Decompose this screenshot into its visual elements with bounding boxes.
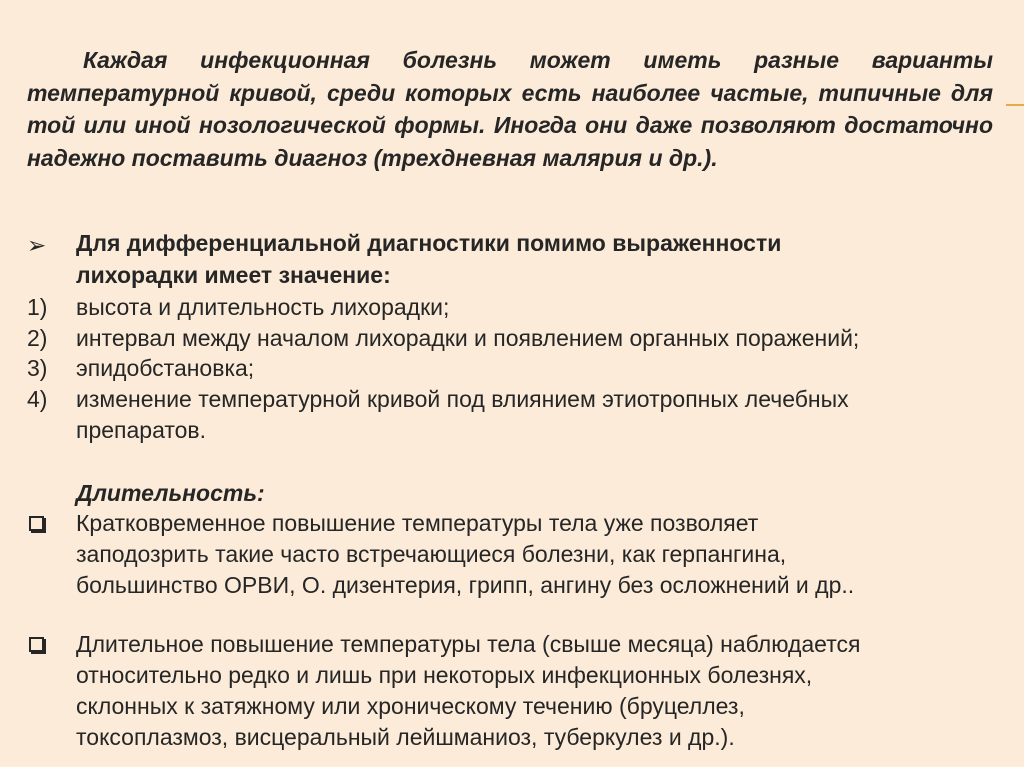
- duration-heading: Длительность:: [76, 480, 265, 506]
- duration-item-text: большинство ОРВИ, О. дизентерия, грипп, ангину без осложнений и др..: [76, 572, 855, 598]
- diff-item-number: 2): [27, 325, 48, 351]
- diff-item-number: 3): [27, 355, 48, 381]
- intro-paragraph: Каждая инфекционная болезнь может иметь разные варианты температурной кривой, среди которых есть наиболее частые, типичные для той или иной нозологической формы. Иногда они даже позволяют достаточно надежно поставить диагноз (трехдневная малярия и др.).: [27, 47, 993, 171]
- diff-item-text: изменение температурной кривой под влиянием этиотропных лечебных: [76, 386, 849, 412]
- duration-item-text: склонных к затяжному или хроническому течению (бруцеллез,: [76, 693, 745, 719]
- diff-item-number: 1): [27, 294, 48, 320]
- diff-item-text: эпидобстановка;: [76, 355, 255, 381]
- diff-heading-line-2: лихорадки имеет значение:: [76, 262, 391, 288]
- arrow-bullet-icon: ➢: [27, 232, 47, 258]
- duration-item-text: относительно редко и лишь при некоторых инфекционных болезнях,: [76, 662, 813, 688]
- diff-item-text: интервал между началом лихорадки и появлением органных поражений;: [76, 325, 860, 351]
- diff-item-text: препаратов.: [76, 417, 207, 443]
- duration-item-text: Кратковременное повышение температуры тела уже позволяет: [76, 510, 759, 536]
- duration-item-text: Длительное повышение температуры тела (свыше месяца) наблюдается: [76, 631, 861, 657]
- duration-item-text: токсоплазмоз, висцеральный лейшманиоз, туберкулез и др.).: [76, 724, 735, 750]
- diff-item-text: высота и длительность лихорадки;: [76, 294, 450, 320]
- checkbox-bullet-icon: [29, 516, 44, 531]
- checkbox-bullet-icon: [29, 637, 44, 652]
- diff-heading-line-1: Для дифференциальной диагностики помимо выраженности: [76, 230, 782, 256]
- diff-item-number: 4): [27, 386, 48, 412]
- accent-line: [1006, 104, 1024, 106]
- duration-item-text: заподозрить такие часто встречающиеся болезни, как герпангина,: [76, 541, 787, 567]
